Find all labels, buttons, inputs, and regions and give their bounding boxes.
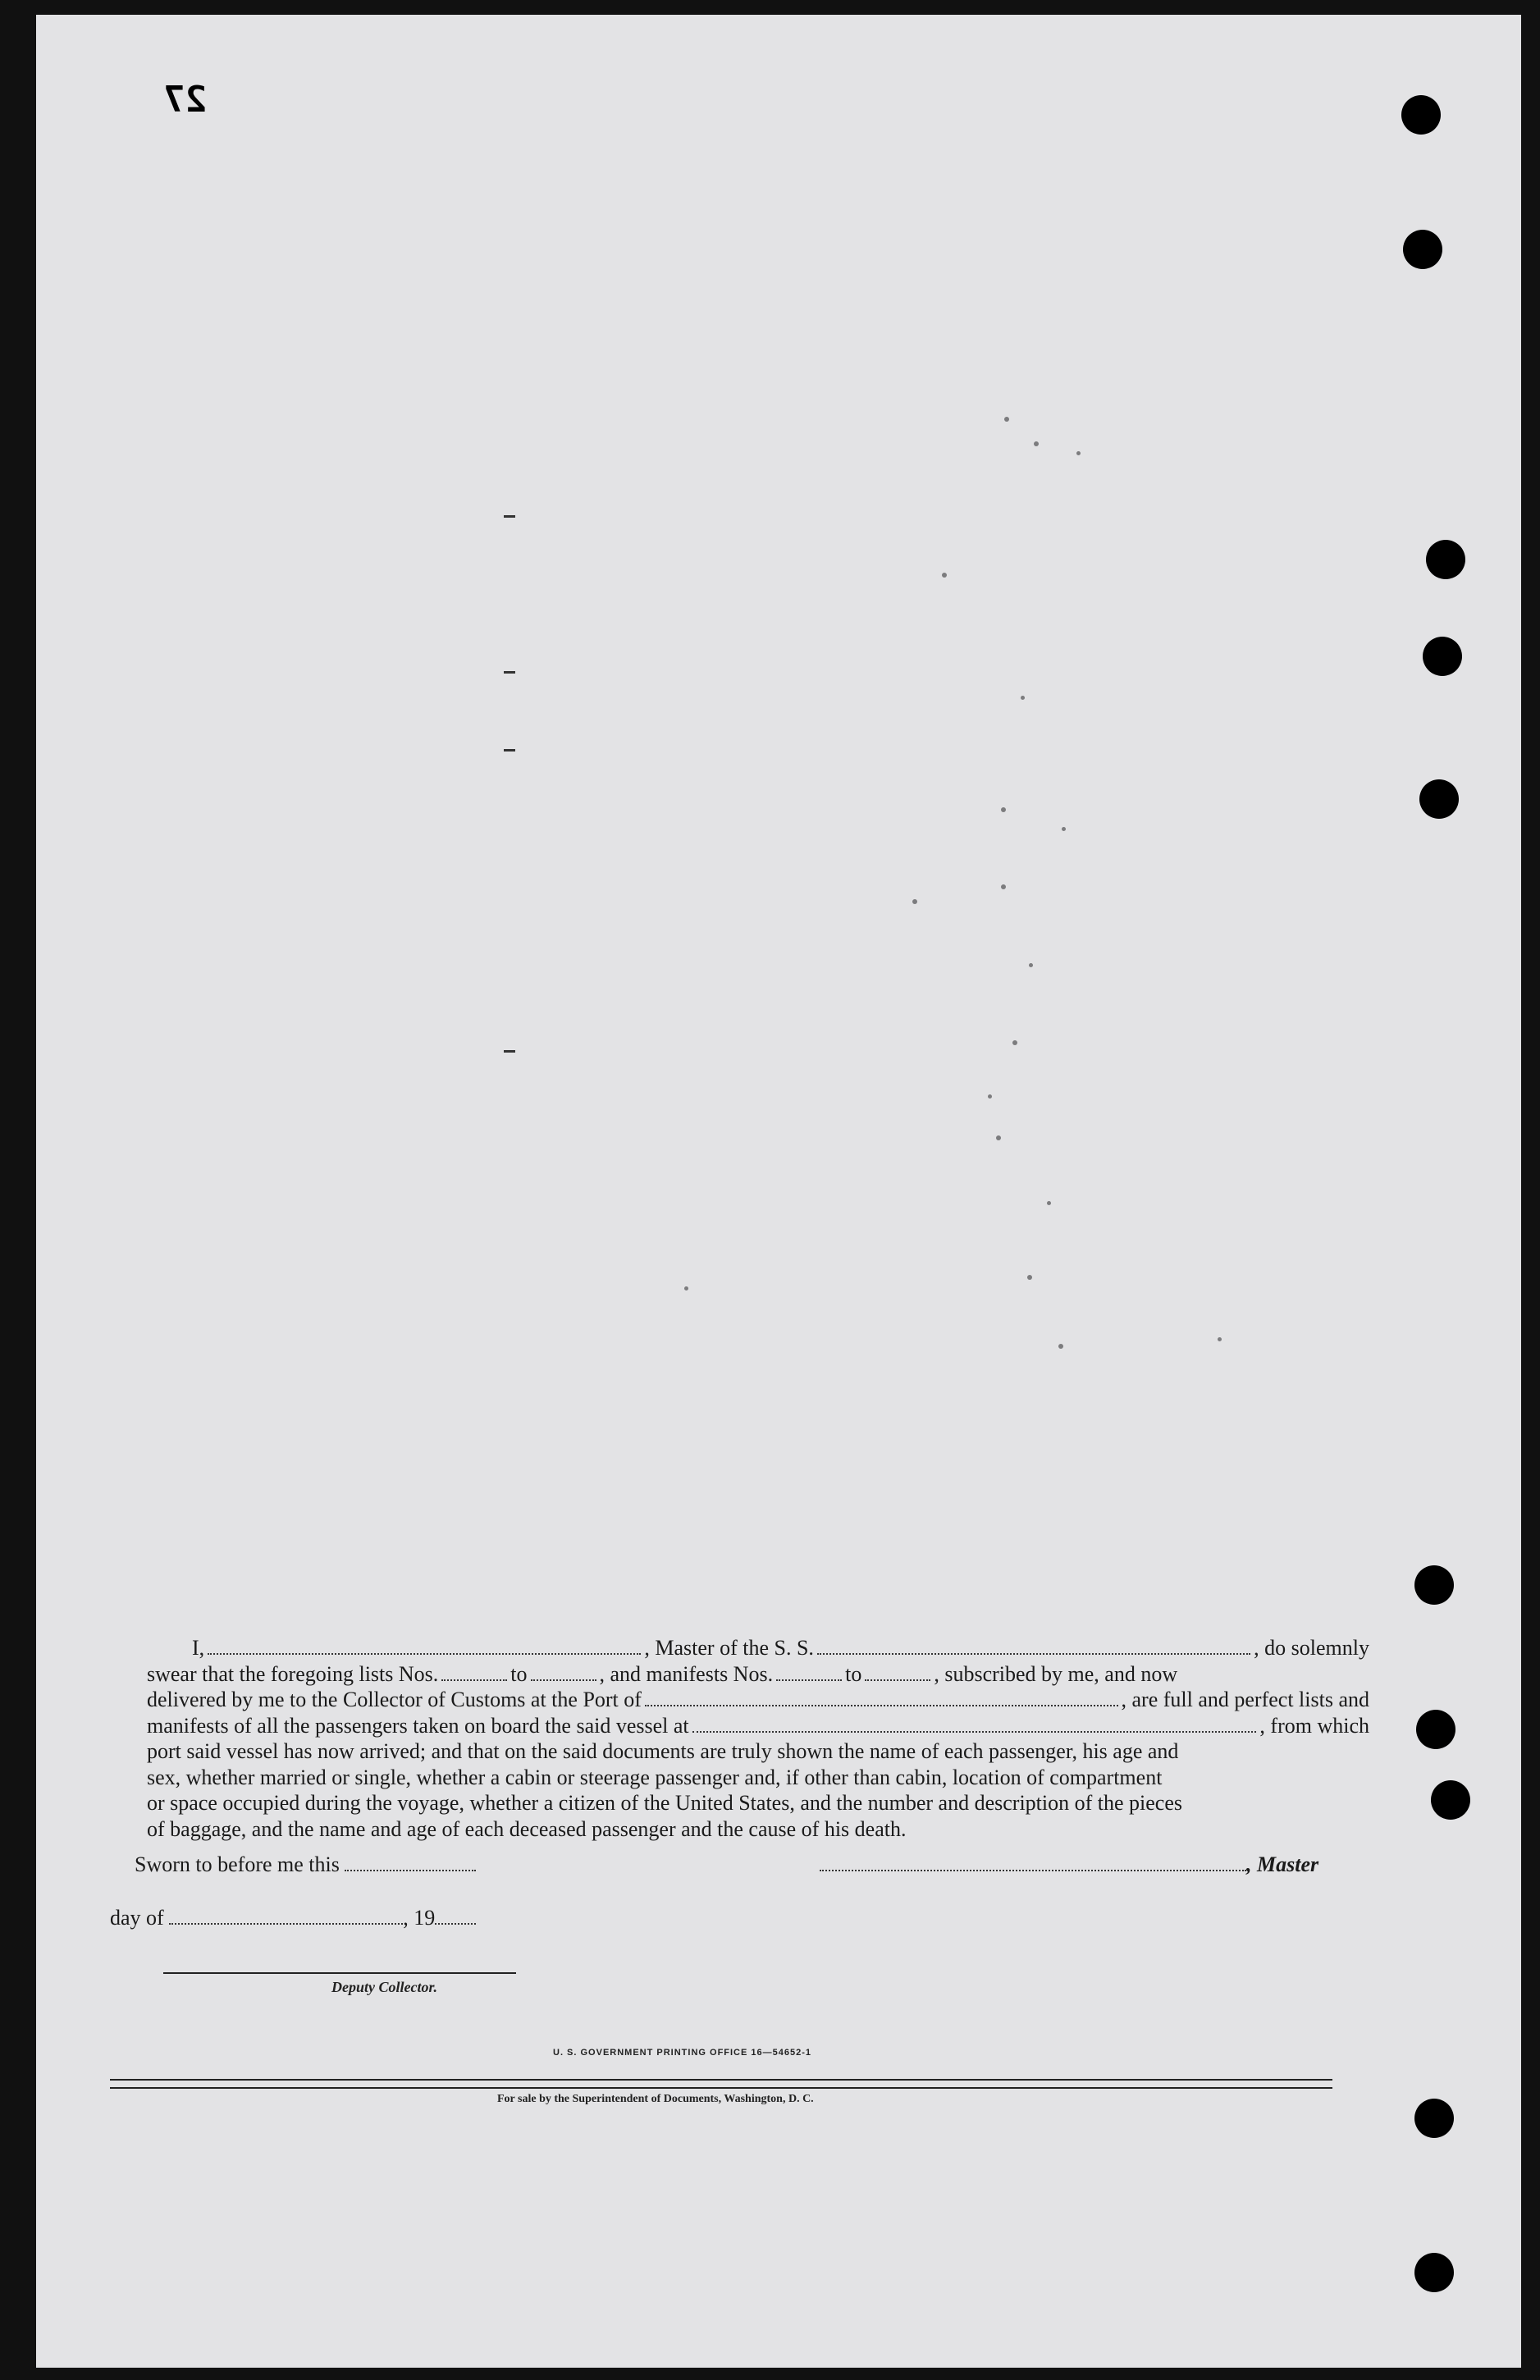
bleed-through-mark bbox=[1076, 451, 1081, 455]
deputy-signature-line bbox=[163, 1972, 516, 1974]
sworn-day-field[interactable] bbox=[345, 1857, 476, 1871]
binder-hole bbox=[1414, 2253, 1454, 2292]
oath-line: delivered by me to the Collector of Customs at the Port of , are full and perfect lists and bbox=[147, 1688, 1369, 1711]
master-name-field[interactable] bbox=[208, 1638, 641, 1655]
oath-line: port said vessel has now arrived; and that on the said documents are truly shown the name of each passenger, his age and bbox=[147, 1739, 1179, 1763]
margin-tick bbox=[504, 1050, 515, 1053]
bleed-through-mark bbox=[1218, 1337, 1222, 1341]
for-sale-notice: For sale by the Superintendent of Documents, Washington, D. C. bbox=[497, 2093, 814, 2105]
month-field[interactable] bbox=[169, 1910, 403, 1925]
bleed-through-mark bbox=[1058, 1344, 1063, 1349]
margin-tick bbox=[504, 515, 515, 518]
bleed-through-mark bbox=[1021, 696, 1025, 700]
bleed-through-mark bbox=[1012, 1040, 1017, 1045]
bleed-through-mark bbox=[684, 1286, 688, 1290]
binder-hole bbox=[1401, 95, 1441, 135]
binder-hole bbox=[1426, 540, 1465, 579]
oath-line: of baggage, and the name and age of each deceased passenger and the cause of his death. bbox=[147, 1816, 907, 1841]
port-field[interactable] bbox=[645, 1690, 1118, 1706]
bleed-through-mark bbox=[1062, 827, 1066, 831]
list-to-field[interactable] bbox=[531, 1665, 596, 1681]
oath-line: manifests of all the passengers taken on board the said vessel at , from which bbox=[147, 1713, 1369, 1738]
bleed-through-mark bbox=[1029, 963, 1033, 967]
year-field[interactable] bbox=[435, 1910, 476, 1925]
binder-hole bbox=[1416, 1710, 1455, 1749]
bleed-through-mark bbox=[1001, 884, 1006, 889]
printing-office-imprint: U. S. GOVERNMENT PRINTING OFFICE 16—54652-1 bbox=[553, 2048, 812, 2058]
bleed-through-mark bbox=[988, 1094, 992, 1099]
master-signature-field[interactable] bbox=[820, 1857, 1246, 1871]
binder-hole bbox=[1403, 230, 1442, 269]
margin-tick bbox=[504, 671, 515, 674]
departure-port-field[interactable] bbox=[692, 1716, 1257, 1733]
bleed-through-mark bbox=[1034, 441, 1039, 446]
manifest-page bbox=[36, 15, 1521, 2368]
oath-line: sex, whether married or single, whether a cabin or steerage passenger and, if other than cabin, location of compartment bbox=[147, 1765, 1163, 1789]
footer-rule bbox=[110, 2079, 1332, 2081]
bleed-through-mark bbox=[912, 899, 917, 904]
sworn-line: Sworn to before me this bbox=[135, 1852, 476, 1877]
oath-line: swear that the foregoing lists Nos. to , and manifests Nos. to , subscribed by me, and now bbox=[147, 1661, 1178, 1686]
binder-hole bbox=[1419, 779, 1459, 819]
bleed-through-mark bbox=[942, 573, 947, 578]
oath-line: or space occupied during the voyage, whether a citizen of the United States, and the number and description of the pieces bbox=[147, 1791, 1183, 1815]
footer-rule bbox=[110, 2087, 1332, 2089]
margin-tick bbox=[504, 749, 515, 751]
binder-hole bbox=[1414, 2099, 1454, 2138]
deputy-collector-label: Deputy Collector. bbox=[331, 1979, 437, 1995]
date-line: day of , 19 bbox=[110, 1906, 476, 1930]
oath-paragraph bbox=[147, 1635, 1369, 1842]
binder-hole bbox=[1423, 637, 1462, 676]
page-number: 27 bbox=[163, 79, 207, 121]
bleed-through-mark bbox=[1001, 807, 1006, 812]
list-from-field[interactable] bbox=[441, 1665, 507, 1681]
manifest-to-field[interactable] bbox=[865, 1665, 930, 1681]
bleed-through-mark bbox=[996, 1135, 1001, 1140]
master-signature-line: , Master bbox=[820, 1852, 1318, 1877]
binder-hole bbox=[1414, 1565, 1454, 1605]
bleed-through-mark bbox=[1047, 1201, 1051, 1205]
bleed-through-mark bbox=[1027, 1275, 1032, 1280]
binder-hole bbox=[1431, 1780, 1470, 1820]
ship-name-field[interactable] bbox=[817, 1638, 1250, 1655]
oath-line: I, , Master of the S. S. , do solemnly bbox=[192, 1636, 1369, 1660]
manifest-from-field[interactable] bbox=[776, 1665, 842, 1681]
bleed-through-mark bbox=[1004, 417, 1009, 422]
